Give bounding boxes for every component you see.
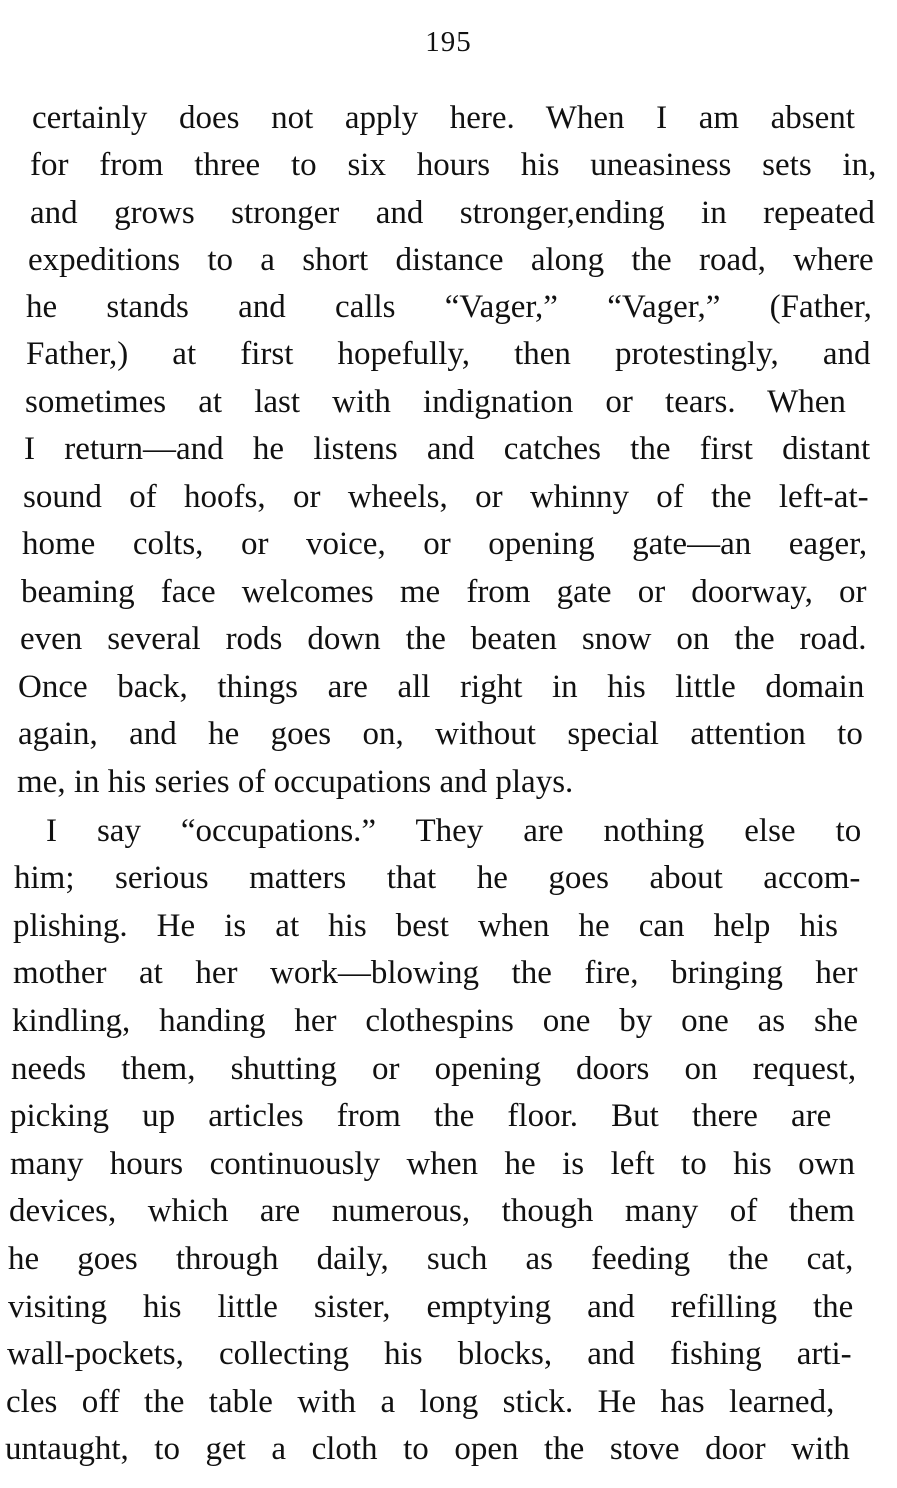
text-line: for from three to six hours his uneasiness sets in, (30, 147, 877, 183)
text-line: he goes through daily, such as feeding the cat, (8, 1241, 854, 1277)
text-line: needs them, shutting or opening doors on request, (11, 1051, 857, 1087)
text-line: picking up articles from the floor. But there are (10, 1098, 832, 1134)
text-line: kindling, handing her clothespins one by one as she (12, 1003, 858, 1039)
text-line: I return—and he listens and catches the first distant (24, 431, 871, 467)
text-line: certainly does not apply here. When I am absent (32, 100, 855, 136)
text-line: I say “occupations.” They are nothing else to (46, 813, 862, 849)
text-line: and grows stronger and stronger,ending in repeated (30, 195, 875, 231)
text-line: again, and he goes on, without special attention to (18, 716, 863, 752)
text-line: Once back, things are all right in his little domain (18, 669, 865, 705)
text-line: wall-pockets, collecting his blocks, and fishing arti- (7, 1336, 852, 1372)
text-line: him; serious matters that he goes about accom- (14, 860, 861, 896)
text-line: me, in his series of occupations and plays. (17, 764, 574, 800)
text-line: plishing. He is at his best when he can help his (13, 908, 838, 944)
text-line: expeditions to a short distance along the road, where (28, 242, 874, 278)
page-number: 195 (425, 26, 472, 58)
text-line: home colts, or voice, or opening gate—an eager, (22, 526, 868, 562)
text-line: he stands and calls “Vager,” “Vager,” (Father, (26, 289, 872, 325)
text-line: visiting his little sister, emptying and refilling the (8, 1289, 854, 1325)
text-line: sound of hoofs, or wheels, or whinny of the left-at- (23, 479, 869, 515)
text-line: Father,) at first hopefully, then protestingly, and (26, 336, 871, 372)
text-line: even several rods down the beaten snow on the road. (20, 621, 867, 657)
text-line: mother at her work—blowing the fire, bringing her (13, 955, 858, 991)
text-line: many hours continuously when he is left to his own (10, 1146, 856, 1182)
text-line: beaming face welcomes me from gate or doorway, or (21, 574, 867, 610)
text-line: untaught, to get a cloth to open the stove door with (5, 1431, 850, 1467)
text-line: cles off the table with a long stick. He has learned, (6, 1384, 835, 1420)
text-line: devices, which are numerous, though many of them (9, 1193, 855, 1229)
text-line: sometimes at last with indignation or tears. When (25, 384, 846, 420)
